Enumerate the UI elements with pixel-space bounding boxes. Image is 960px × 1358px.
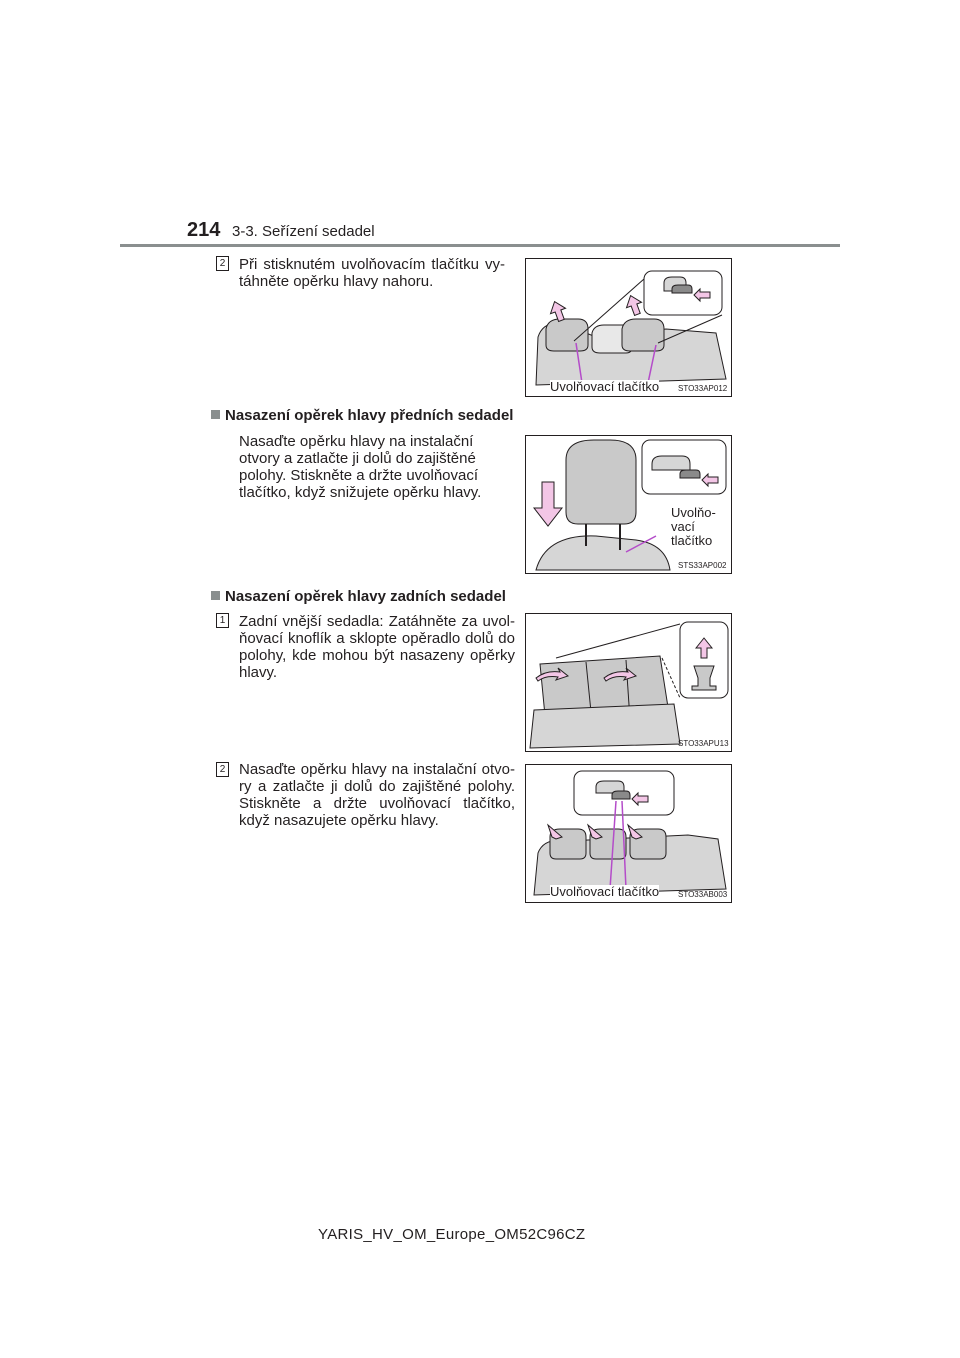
figure-rear-seatback-fold [525, 613, 732, 752]
figure-code: STO33APU13 [678, 739, 729, 748]
figure-front-headrest-install [525, 435, 732, 574]
step-marker: 2 [216, 256, 229, 271]
figure-rear-headrest-removal [525, 258, 732, 397]
document-footer: YARIS_HV_OM_Europe_OM52C96CZ [318, 1226, 586, 1243]
figure-callout: Uvolňo- vací tlačítko [671, 505, 716, 548]
step-marker: 1 [216, 613, 229, 628]
heading-bullet [211, 410, 220, 419]
rear-headrest-install-illustration [526, 765, 731, 902]
header-rule [120, 244, 840, 247]
figure-callout: Uvolňovací tlačítko [550, 884, 660, 899]
page-number: 214 [187, 219, 221, 241]
figure-code: STS33AP002 [678, 561, 727, 570]
section-heading: Nasazení opěrek hlavy předních sedadel [211, 407, 531, 424]
step-marker: 2 [216, 762, 229, 777]
seatback-fold-illustration [526, 614, 731, 751]
headrest-removal-illustration [526, 259, 731, 396]
step-text: Při stisknutém uvolňovacím tlačítku vy- táhněte opěrku hlavy nahoru. [239, 256, 505, 290]
figure-callout: Uvolňovací tlačítko [550, 379, 660, 394]
heading-text: Nasaďte opěrku hlavy na instalační otvory a zatlačte ji dolů do zajištěné polohy. Stiskněte a držte uvolňovací tlačítko, když snižujete opěrku hlavy. [239, 433, 482, 501]
figure-code: STO33AB003 [678, 890, 728, 899]
section-heading: Nasazení opěrek hlavy zadních sedadel [211, 588, 531, 605]
heading-bullet [211, 591, 220, 600]
step-text: Zadní vnější sedadla: Zatáhněte za uvol- ňovací knoflík a sklopte opěradlo dolů do polohy, kde mohou být nasazeny opěrky hlavy. [239, 613, 515, 681]
figure-code: STO33AP012 [678, 384, 728, 393]
section-title: 3-3. Seřízení sedadel [232, 223, 375, 240]
figure-rear-headrest-install [525, 764, 732, 903]
step-text: Nasaďte opěrku hlavy na instalační otvo- ry a zatlačte ji dolů do zajištěné polohy. Stiskněte a držte uvolňovací tlačítko, když nasazujete opěrku hlavy. [239, 761, 515, 829]
